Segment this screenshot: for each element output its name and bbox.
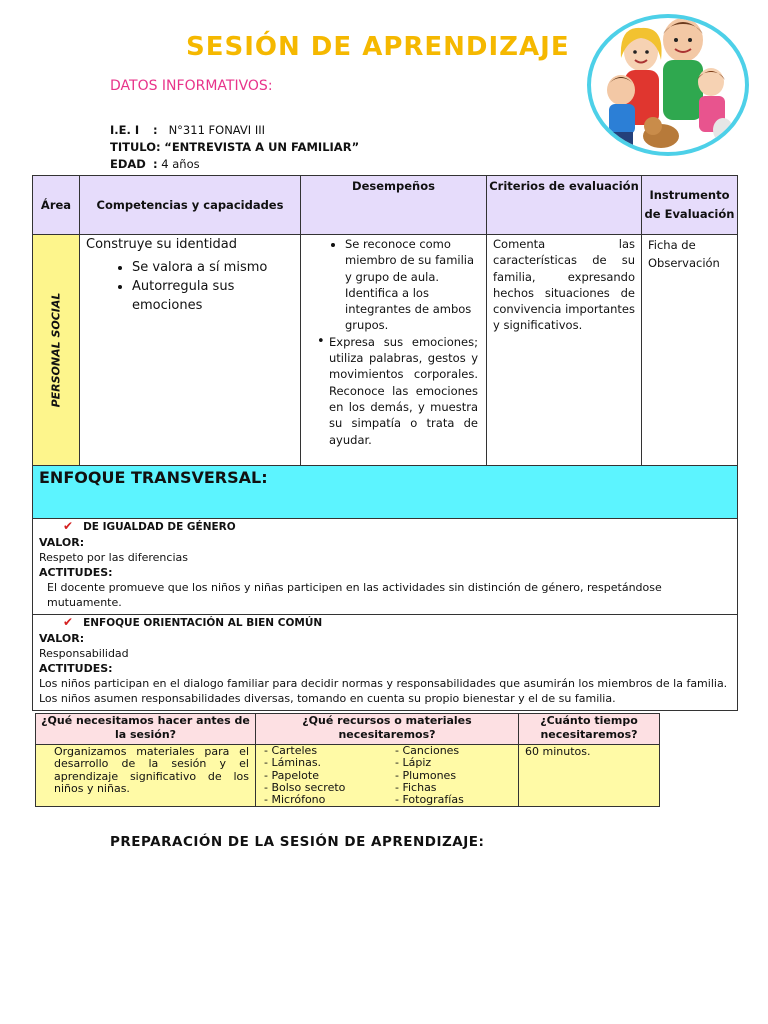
edad-label: EDAD <box>110 157 146 171</box>
question-materials: ¿Qué recursos o materiales necesitaremos? <box>256 714 519 745</box>
capacidad-item: • Se valora a sí mismo <box>132 258 294 277</box>
checkmark-icon: ✔ <box>63 519 74 533</box>
question-time: ¿Cuánto tiempo necesitaremos? <box>519 714 660 745</box>
criterio-cell: Comenta las características de su familia, expresando hechos situaciones de convivencia importantes y significativos. <box>487 235 642 466</box>
titulo-line <box>110 139 359 156</box>
enfoque-row-1 <box>33 519 738 615</box>
enfoque-title-row <box>33 466 738 519</box>
edad-colon: : <box>153 157 158 171</box>
material-item: - Bolso secreto <box>264 782 387 794</box>
resources-header-row <box>36 714 660 745</box>
material-item: - Lápiz <box>395 757 518 769</box>
material-item: - Canciones <box>395 745 518 757</box>
actitudes-label: ACTITUDES: <box>39 662 113 675</box>
actitudes-text: El docente promueve que los niños y niñas participen en las actividades sin distinción de género, respetándose mutuamente. <box>47 581 662 609</box>
area-cell <box>33 235 80 466</box>
page-title: SESIÓN DE APRENDIZAJE <box>186 32 570 62</box>
material-item: - Carteles <box>264 745 387 757</box>
material-item: - Fichas <box>395 782 518 794</box>
checkmark-icon: ✔ <box>63 615 74 629</box>
main-planning-table <box>32 175 738 711</box>
header-desempenos: Desempeños <box>301 176 487 235</box>
competencia-title: Construye su identidad <box>86 237 237 252</box>
valor-text: Responsabilidad <box>39 647 129 660</box>
datos-informativos-heading: DATOS INFORMATIVOS: <box>110 78 273 94</box>
answer-materials <box>256 745 519 807</box>
enfoque-name: DE IGUALDAD DE GÉNERO <box>83 521 236 533</box>
preparacion-title: PREPARACIÓN DE LA SESIÓN DE APRENDIZAJE: <box>110 834 485 850</box>
material-item: - Plumones <box>395 770 518 782</box>
material-item: - Fotografías <box>395 794 518 806</box>
actitudes-text: Los niños participan en el dialogo familiar para decidir normas y responsabilidades que asumirán los miembros de la familia. Los niños asumen responsabilidades diversas, tomando en cuenta su propio bienestar y el de su familia. <box>39 677 728 705</box>
answer-before-session: Organizamos materiales para el desarrollo de la sesión y el aprendizaje significativo de los niños y niñas. <box>36 745 256 807</box>
materials-list-2 <box>387 745 518 806</box>
capacidad-item: • Autorregula sus emociones <box>132 277 294 315</box>
material-item: - Láminas. <box>264 757 387 769</box>
material-item: - Papelote <box>264 770 387 782</box>
resources-table <box>35 713 660 807</box>
main-table-content-row <box>33 235 738 466</box>
enfoque-cell <box>33 466 738 519</box>
family-illustration <box>587 14 749 156</box>
actitudes-label: ACTITUDES: <box>39 566 113 579</box>
resources-body-row <box>36 745 660 807</box>
enfoque-row-2 <box>33 615 738 711</box>
valor-label: VALOR: <box>39 632 85 645</box>
enfoque-item-cell <box>33 615 738 711</box>
desempenos-cell <box>301 235 487 466</box>
materials-list-1 <box>256 745 387 806</box>
area-label: PERSONAL SOCIAL <box>49 292 63 408</box>
enfoque-name: ENFOQUE ORIENTACIÓN AL BIEN COMÚN <box>83 617 323 629</box>
desempeno-list-1 <box>309 236 478 334</box>
valor-label: VALOR: <box>39 536 85 549</box>
competencias-cell <box>80 235 301 466</box>
capacidades-list <box>86 258 294 315</box>
ie-value: N°311 FONAVI III <box>168 123 266 137</box>
header-competencias: Competencias y capacidades <box>80 176 301 235</box>
ie-colon: : <box>153 123 158 137</box>
answer-time: 60 minutos. <box>519 745 660 807</box>
valor-text: Respeto por las diferencias <box>39 551 188 564</box>
edad-value: 4 años <box>161 157 200 171</box>
header-area: Área <box>33 176 80 235</box>
main-table-header-row <box>33 176 738 235</box>
enfoque-title: ENFOQUE TRANSVERSAL: <box>39 468 268 487</box>
desempeno-item: • Expresa sus emociones; utiliza palabras, gestos y movimientos corporales. Reconoce las emociones en los demás, y muestra su simpatía o trata de ayudar. <box>309 334 478 448</box>
titulo-label: TITULO: <box>110 140 161 154</box>
desempeno-item: • Se reconoce como miembro de su familia y grupo de aula. Identifica a los integrantes de ambos grupos. <box>345 236 478 334</box>
enfoque-item-cell <box>33 519 738 615</box>
header-instrumento: Instrumento de Evaluación <box>642 176 738 235</box>
edad-line <box>110 156 200 173</box>
titulo-value: “ENTREVISTA A UN FAMILIAR” <box>164 140 360 154</box>
ie-label: I.E. I <box>110 123 140 137</box>
ie-line <box>110 122 265 139</box>
question-before-session: ¿Qué necesitamos hacer antes de la sesión? <box>36 714 256 745</box>
material-item: - Micrófono <box>264 794 387 806</box>
header-criterios: Criterios de evaluación <box>487 176 642 235</box>
instrumento-cell: Ficha de Observación <box>642 235 738 466</box>
desempeno-list-2 <box>309 334 478 448</box>
family-cartoon-image <box>591 18 745 152</box>
